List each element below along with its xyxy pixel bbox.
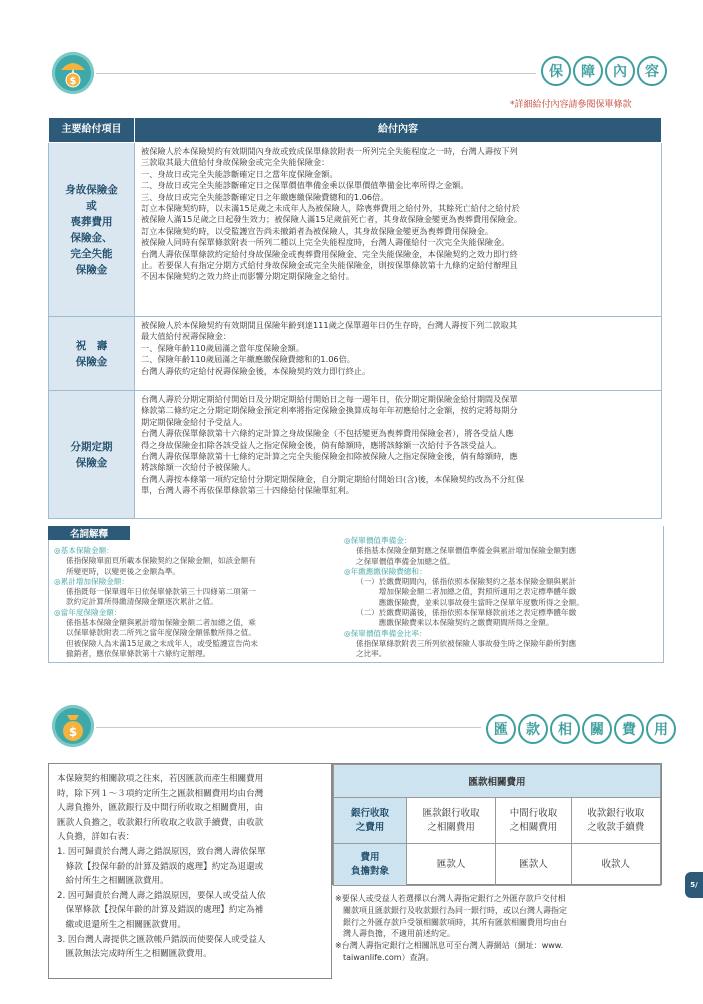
glossary-term: ◎基本保險金額：: [54, 546, 114, 555]
fee-cell: 匯款銀行收取 之相關費用: [407, 798, 496, 844]
header-rule: [96, 73, 536, 74]
coverage-title: 保 障 內 容: [541, 56, 667, 86]
glossary-term: ◎累計增加保險金額：: [54, 576, 129, 586]
row-content: 被保險人於本保險契約有效期間且保險年齡到達111歲之保單週年日仍生存時，台灣人壽按下列二款取其 最大值給付祝壽保險金： 一、保險年齡110歲屆滿之當年度保險金額。 二、保險年齡110歲屆滿之年繳應繳保險費總和的1.06倍。 台灣人壽依約定給付祝壽保險金後，本保險契約效力即行終止。: [135, 317, 662, 391]
glossary-term: ◎保單價值準備金：: [344, 536, 412, 545]
row-label: 銀行收取 之費用: [334, 798, 407, 844]
list-item: 2. 因可歸責於台灣人壽之錯誤原因，要保人或受益人依: [57, 890, 266, 901]
list-item: 3. 因台灣人壽提供之匯款帳戶錯誤而使要保人或受益人: [57, 934, 266, 945]
row-label: 身故保險金 或 喪葬費用 保險金、 完全失能 保險金: [49, 143, 135, 317]
svg-text:$: $: [69, 76, 77, 87]
fee-table-box: [332, 763, 662, 885]
fee-notes: ※要保人或受益人若選擇以台灣人壽指定銀行之外匯存款戶交付相 關款項且匯款銀行及收款銀行為同一銀行時，或以台灣人壽指定 銀行之外匯存款戶受領相關款項時，其所有匯款相關費用均由台 灣人壽負擔，不適用前述約定。 ※台灣人壽指定銀行之相關訊息可至台灣人壽網站（網址：www. taiwanlife.com）查詢。: [335, 894, 567, 962]
umbrella-money-icon: [52, 52, 94, 94]
glossary-term: ◎年繳應繳保險費總和：: [344, 566, 427, 576]
glossary-term: ◎當年度保險金額：: [54, 607, 122, 617]
fee-table-title: 匯款相關費用: [334, 765, 661, 798]
coverage-table: [48, 117, 662, 519]
glossary-tab: 名詞解釋: [48, 526, 130, 540]
money-bag-icon: [52, 705, 94, 747]
remittance-title: 匯 款 相 關 費 用: [486, 714, 676, 744]
fee-cell: 收款人: [571, 844, 660, 886]
svg-text:$: $: [68, 725, 78, 739]
row-label: 祝 壽 保險金: [49, 317, 135, 391]
glossary-term: ◎保單價值準備金比率：: [344, 628, 427, 638]
fee-cell: 收款銀行收取 之收款手續費: [571, 798, 660, 844]
fee-cell: 匯款人: [496, 844, 571, 886]
list-item: 1. 因可歸責於台灣人壽之錯誤原因，致台灣人壽依保單: [57, 846, 266, 857]
col-header-item: 主要給付項目: [49, 118, 135, 143]
policy-note: *詳細給付內容請參閱保單條款: [510, 100, 632, 110]
page-number-tab: 5/: [685, 872, 703, 898]
table-row: [49, 317, 662, 391]
glossary-right: ◎保單價值準備金： 係指基本保險金額對應之保單價值準備金與累計增加保險金額對應 之保單價值準備金加總之值。 ◎年繳應繳保險費總和： （一）於繳費期間內，係指依照本保險契約之基本保險金額與累計 增加保險金額二者加總之值，對照所適用之表定標準體年繳 應繳保險費，並乘以事故發生當時之保單年度數所得之金額。 （二）於繳費期滿後，係指依照本保單條款前述之表定標準體年繳 應繳保險費乘以本保險契約之繳費期間所得之金額。 ◎保單價值準備金比率： 係指保單條款附表三所列依被保險人事故發生時之保險年齡所對應 之比率。: [344, 536, 584, 659]
fee-cell: 匯款人: [407, 844, 496, 886]
table-row: [49, 143, 662, 317]
remittance-terms: 本保險契約相關款項之往來，若因匯款而產生相關費用 時，除下列１～３項約定所生之匯款相關費用均由台灣 人壽負擔外，匯款銀行及中間行所收取之相關費用，由 匯款人負擔之，收款銀行所收取之收款手續費，由收款 人負擔，詳如右表： 1. 因可歸責於台灣人壽之錯誤原因，致台灣人壽依保單 條款【投保年齡的計算及錯誤的處理】約定為退還或 給付所生之相關匯款費用。 2. 因可歸責於台灣人壽之錯誤原因，要保人或受益人依 保單條款【投保年齡的計算及錯誤的處理】約定為補 繳或退還所生之相關匯款費用。 3. 因台灣人壽提供之匯款帳戶錯誤而使要保人或受益人 匯款無法完成時所生之相關匯款費用。: [48, 763, 332, 979]
table-row: [49, 391, 662, 519]
glossary-left: ◎基本保險金額： 係指保險單面頁所載本保險契約之保險金額，如該金額有 所變更時，以變更後之金額為準。 ◎累計增加保險金額： 係指既每一保單週年日依保單條款第三十四條第二項第一 款約定計算所得繳清保險金額逐次累計之值。 ◎當年度保險金額： 係指基本保險金額與累計增加保險金額二者加總之值，乘 以保單條款附表二所列之當年度保險金額係數所得之值。 但被保險人為未滿15足歲之未成年人，或受監護宣告尚未 撤銷者，應依保單條款第十六條約定辦理。: [54, 546, 258, 658]
row-content: 被保險人於本保險契約有效期間內身故或致成保單條款附表一所列完全失能程度之一時，台灣人壽按下列 三款取其最大值給付身故保險金或完全失能保險金： 一、身故日或完全失能診斷確定日之當年度保險金額。 二、身故日或完全失能診斷確定日之保單價值準備金乘以保單價值準備金比率所得之金額。 三、身故日或完全失能診斷確定日之年繳應繳保險費總和的1.06倍。 訂立本保險契約時，以未滿15足歲之未成年人為被保險人，除喪葬費用之給付外，其餘死亡給付之給付於 被保險人滿15足歲之日起發生效力；被保險人滿15足歲前死亡者，其身故保險金變更為喪葬費用保險金。 訂立本保險契約時，以受監護宣告尚未撤銷者為被保險人，其身故保險金變更為喪葬費用保險金。 被保險人同時有保單條款附表一所列二種以上完全失能程度時，台灣人壽僅給付一次完全失能保險金。 台灣人壽依保單條款約定給付身故保險金或喪葬費用保險金、完全失能保險金，本保險契約之效力即行終 止。若要保人有指定分期方式給付身故保險金或完全失能保險金，則按保單條款第十九條約定給付辦理且 不因本保險契約之效力終止而影響分期定期保險金之給付。: [135, 143, 662, 317]
row-content: 台灣人壽於分期定期給付開始日及分期定期給付開始日之每一週年日，依分期定期保險金給付期間及保單 條款第二條約定之分期定期保險金預定利率將指定保險金換算成每年年初應給付之金額，按約定將每期分 期定期保險金給付予受益人。 台灣人壽依保單條款第十六條約定計算之身故保險金（不包括變更為喪葬費用保險金者），將各受益人應 得之身故保險金扣除各該受益人之指定保險金後，倘有餘額時，應將該餘額一次給付予各該受益人。 台灣人壽依保單條款第十七條約定計算之完全失能保險金扣除被保險人之指定保險金後，倘有餘額時，應 將該餘額一次給付予被保險人。 台灣人壽按本條第一項約定給付分期定期保險金，自分期定期給付開始日(含)後，本保險契約改為不分紅保 單，台灣人壽不再依保單條款第三十四條給付保險單紅利。: [135, 391, 662, 519]
header-rule: [96, 727, 481, 728]
fee-table: [333, 764, 661, 886]
row-label: 費用 負擔對象: [334, 844, 407, 886]
fee-cell: 中間行收取 之相關費用: [496, 798, 571, 844]
row-label: 分期定期 保險金: [49, 391, 135, 519]
col-header-content: 給付內容: [135, 118, 662, 143]
